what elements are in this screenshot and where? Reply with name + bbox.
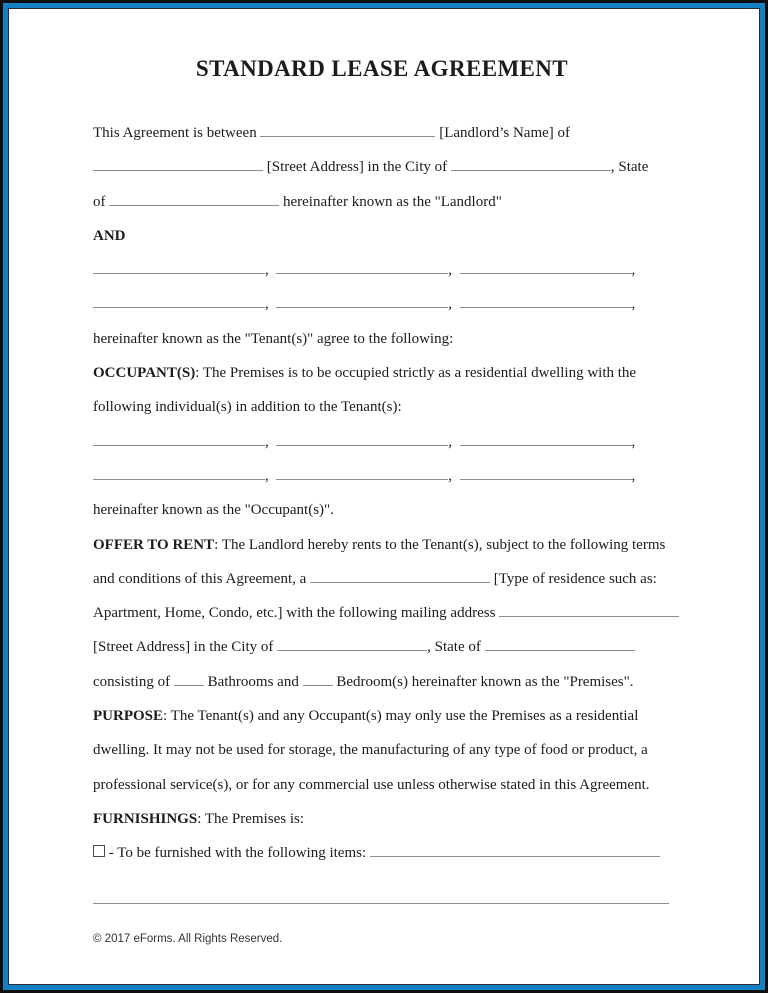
landlord-street-address-blank[interactable]	[93, 157, 263, 171]
doc-line	[93, 356, 671, 390]
text-segment: of	[93, 193, 110, 210]
text-segment: [Type of residence such as:	[490, 570, 657, 587]
tenant-name-blank[interactable]	[460, 260, 632, 274]
footer-copyright: © 2017 eForms. All Rights Reserved.	[93, 932, 283, 945]
doc-line	[93, 287, 671, 321]
text-segment: OFFER TO RENT	[93, 536, 215, 553]
text-segment: hereinafter known as the "Landlord"	[279, 193, 502, 210]
tenant-name-blank[interactable]	[93, 260, 265, 274]
furnished-items-blank[interactable]	[370, 843, 660, 857]
text-segment: hereinafter known as the "Tenant(s)" agree to the following:	[93, 330, 454, 347]
doc-line	[93, 528, 671, 562]
bathrooms-count-blank[interactable]	[174, 672, 204, 686]
doc-line	[93, 459, 671, 493]
doc-line	[93, 630, 671, 664]
landlord-name-blank[interactable]	[260, 123, 435, 137]
text-segment: Apartment, Home, Condo, etc.] with the following mailing address	[93, 605, 500, 622]
doc-line	[93, 665, 671, 699]
text-segment: ,	[448, 433, 460, 450]
text-segment: , State of	[427, 639, 485, 656]
furnished-checkbox[interactable]	[93, 845, 105, 857]
doc-line	[93, 596, 671, 630]
tenant-name-blank[interactable]	[93, 294, 265, 308]
occupant-name-blank[interactable]	[460, 432, 632, 446]
text-segment: Bedroom(s) hereinafter known as the "Premises".	[332, 673, 634, 690]
text-segment: ,	[631, 262, 636, 279]
occupant-name-blank[interactable]	[276, 432, 448, 446]
lease-document-page	[8, 8, 760, 985]
text-segment: dwelling. It may not be used for storage, the manufacturing of any type of food or product, a	[93, 742, 648, 759]
tenant-name-blank[interactable]	[276, 260, 448, 274]
text-segment: ,	[265, 262, 277, 279]
text-segment: ,	[265, 433, 277, 450]
text-segment: PURPOSE	[93, 708, 164, 725]
text-segment: [Street Address] in the City of	[93, 639, 278, 656]
doc-line	[93, 802, 671, 836]
text-segment: ,	[448, 296, 460, 313]
doc-line	[93, 562, 671, 596]
doc-line	[93, 883, 671, 917]
text-segment: [Landlord’s Name] of	[435, 125, 571, 141]
text-segment: hereinafter known as the "Occupant(s)".	[93, 502, 334, 519]
text-segment: ,	[448, 467, 460, 484]
text-segment: [Street Address] in the City of	[263, 159, 451, 176]
text-segment: and conditions of this Agreement, a	[93, 570, 311, 587]
text-segment: ,	[448, 262, 460, 279]
text-segment: : The Tenant(s) and any Occupant(s) may only use the Premises as a residential	[163, 708, 639, 725]
doc-line	[93, 322, 671, 356]
document-body	[93, 116, 671, 917]
doc-line	[93, 253, 671, 287]
text-segment: This Agreement is between	[93, 125, 261, 141]
occupant-name-blank[interactable]	[93, 432, 265, 446]
text-segment: AND	[93, 227, 126, 244]
text-segment: ,	[631, 433, 636, 450]
text-segment: FURNISHINGS	[93, 810, 198, 827]
mailing-address-blank[interactable]	[499, 603, 679, 617]
tenant-name-blank[interactable]	[460, 294, 632, 308]
text-segment: : The Premises is to be occupied strictly as a residential dwelling with the	[195, 365, 637, 382]
doc-line	[93, 699, 671, 733]
text-segment: : The Premises is:	[197, 810, 304, 827]
text-segment: ,	[265, 296, 277, 313]
occupant-name-blank[interactable]	[460, 466, 632, 480]
doc-line	[93, 733, 671, 767]
text-segment: OCCUPANT(S)	[93, 365, 196, 382]
text-segment: ,	[631, 296, 636, 313]
text-segment: Bathrooms and	[203, 673, 303, 690]
document-title: STANDARD LEASE AGREEMENT	[195, 56, 569, 81]
landlord-state-blank[interactable]	[109, 192, 279, 206]
doc-line	[93, 219, 671, 253]
doc-line	[93, 390, 671, 424]
premises-state-blank[interactable]	[485, 637, 635, 651]
doc-line	[93, 425, 671, 459]
bedrooms-count-blank[interactable]	[303, 672, 333, 686]
occupant-name-blank[interactable]	[93, 466, 265, 480]
text-segment: : The Landlord hereby rents to the Tenant(s), subject to the following terms	[214, 536, 666, 553]
furnished-items-continued-blank[interactable]	[93, 890, 669, 904]
doc-line	[93, 150, 671, 184]
text-segment: following individual(s) in addition to the Tenant(s):	[93, 399, 402, 416]
doc-line	[93, 836, 671, 870]
doc-line	[93, 116, 671, 150]
landlord-city-blank[interactable]	[451, 157, 611, 171]
page-accent-border	[3, 3, 765, 990]
text-segment: consisting of	[93, 673, 174, 690]
residence-type-blank[interactable]	[310, 569, 490, 583]
premises-city-blank[interactable]	[277, 637, 427, 651]
text-segment: professional service(s), or for any commercial use unless otherwise stated in this Agreement.	[93, 776, 650, 793]
text-segment: - To be furnished with the following items:	[105, 845, 370, 862]
text-segment: ,	[631, 467, 636, 484]
text-segment: , State	[610, 159, 649, 176]
doc-line	[93, 768, 671, 802]
text-segment: ,	[265, 467, 277, 484]
occupant-name-blank[interactable]	[276, 466, 448, 480]
doc-line	[93, 185, 671, 219]
doc-line	[93, 493, 671, 527]
tenant-name-blank[interactable]	[276, 294, 448, 308]
